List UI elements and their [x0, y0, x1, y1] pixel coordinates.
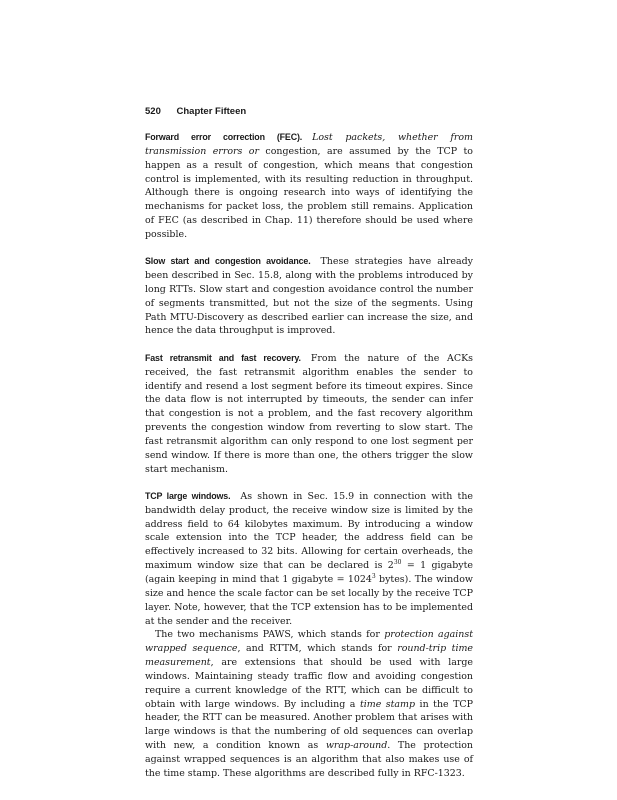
paws-t1: The two mechanisms PAWS, which stands for [155, 629, 385, 641]
slow-start-text: These strategies have already been described in Sec. 15.8, along with the problems introduced by long RTTs. Slow start and congestion avoidance control the number of segments transmitted, but not the size of the segments. Using Path MTU-Discovery as described earlier can increase the size, and hence the data throughput is improved. [145, 256, 473, 337]
tcp-windows-text-a: As shown in Sec. 15.9 in connection with the bandwidth delay product, the receive window size is limited by the address field to 64 kilobytes maximum. By introducing a window scale extension into the TCP header, the address field can be effectively increased to 32 bits. Allowing for certain overheads, the maximum window size that can be declared is 2 [145, 490, 473, 572]
paragraph-fast-retransmit [145, 352, 473, 477]
fec-text: congestion, are assumed by the TCP to happen as a result of congestion, which means that congestion control is implemented, with its resulting reduction in throughput. Although there is ongoing research into ways of identifying the mechanisms for packet loss, the problem still remains. Application of FEC (as described in Chap. 11) therefore should be used where possible. [145, 145, 473, 240]
exponent-30: 30 [393, 559, 402, 567]
tcp-windows-text-b: = 1 gigabyte (again keeping in mind that 1 gigabyte = 1024 [145, 560, 473, 585]
paragraph-fec [145, 131, 473, 242]
paws-i2: round-trip time measurement [145, 643, 473, 669]
paws-t3: , are extensions that should be used with large windows. Maintaining steady traffic flow and avoiding congestion require a current knowledge of the RTT, which can be difficult to obtain with large windows. By including a [145, 657, 473, 710]
fec-intro: Lost packets, whether from transmission errors or [145, 132, 473, 157]
exponent-3: 3 [371, 572, 376, 580]
paws-t5: . The protection against wrapped sequences is an algorithm that also makes use of the time stamp. These algorithms are described fully in RFC-1323. [145, 740, 473, 779]
fast-retransmit-text: From the nature of the ACKs received, the fast retransmit algorithm enables the sender to identify and resend a lost segment before its timeout expires. Since the data flow is not interrupted by timeouts, the sender can infer that congestion is not a problem, and the fast recovery algorithm prevents the congestion window from reverting to slow start. The fast retransmit algorithm can only respond to one lost segment per send window. If there is more than one, the others trigger the slow start mechanism. [145, 352, 473, 475]
page-header [145, 106, 246, 117]
heading-fec: Forward error correction (FEC). [145, 132, 303, 142]
paws-t2: , and RTTM, which stands for [237, 643, 398, 655]
paragraph-tcp-windows [145, 490, 473, 628]
chapter-title: Chapter Fifteen [176, 106, 247, 117]
tcp-windows-text-c: bytes). The window size and hence the scale factor can be set locally by the receive TCP layer. Note, however, that the TCP extension has to be implemented at the sender and the receiver. [145, 573, 473, 627]
paws-i1: protection against wrapped sequence [145, 629, 473, 655]
body-text [145, 131, 473, 781]
heading-slow-start: Slow start and congestion avoidance. [145, 256, 311, 267]
heading-tcp-windows: TCP large windows. [145, 490, 231, 501]
paragraph-slow-start [145, 255, 473, 338]
page-number: 520 [145, 106, 161, 117]
paws-t4: in the TCP header, the RTT can be measured. Another problem that arises with large windows is that the numbering of old sequences can overlap with new, a condition known as [145, 698, 473, 752]
paragraph-paws [145, 628, 473, 780]
paws-i4: wrap-around [325, 740, 388, 752]
paws-i3: time stamp [359, 698, 416, 710]
heading-fast-retransmit: Fast retransmit and fast recovery. [145, 352, 301, 363]
